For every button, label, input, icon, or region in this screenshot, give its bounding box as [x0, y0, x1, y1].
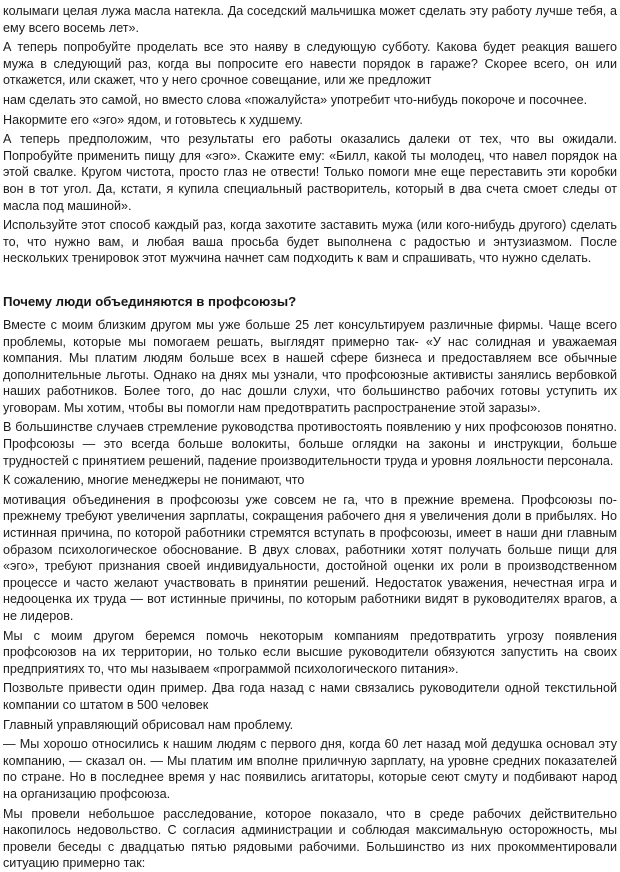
- paragraph: В большинстве случаев стремление руководства противостоять появлению у них профсоюзов понятно. Профсоюзы — это всегда больше волокиты, больше оглядки на законы и инструкции, больше трудностей с принятием решений, падение производительности труда и уровня лояльности персонала.: [3, 420, 617, 468]
- paragraph: Накормите его «эго» ядом, и готовьтесь к худшему.: [3, 112, 303, 127]
- section-heading: Почему люди объединяются в профсоюзы?: [3, 293, 297, 309]
- paragraph: А теперь попробуйте проделать все это наяву в следующую субботу. Какова будет реакция вашего мужа в следующий раз, когда вы попросите его навести порядок в гараже? Скорее всего, он или откажется, или скажет, что у него срочное совещание, или же предложит: [3, 40, 617, 88]
- paragraph: Позвольте привести один пример. Два года назад с нами связались руководители одной текстильной компании со штатом в 500 человек: [3, 681, 617, 712]
- paragraph: мотивация объединения в профсоюзы уже совсем не га, что в прежние времена. Профсоюзы по-прежнему требуют увеличения зарплаты, сокращения рабочего дня я увеличения доли в прибылях. Но истинная причина, по которой работники стремятся вступать в профсоюзы, имеет в наши дни главным образом психологическое обоснование. В двух словах, работники хотят получать больше пищи для «эго», требуют признания своей индивидуальности, достойной оценки их роли в производственном процессе и часто желают участвовать в принятии решений. Недостаток уважения, нечестная игра и недооценка их труда — вот истинные причины, по которым работники видят в руководителях врагов, а не лидеров.: [3, 492, 617, 623]
- paragraph: колымаги целая лужа масла натекла. Да соседский мальчишка может сделать эту работу лучше тебя, а ему всего восемь лет».: [3, 4, 617, 35]
- paragraph: А теперь предположим, что результаты его работы оказались далеки от тех, что вы ожидали. Попробуйте применить пищу для «эго». Скажите ему: «Билл, какой ты молодец, что навел порядок на этой свалке. Кругом чистота, просто глаз не отвести! Только помоги мне еще переставить эти коробки вон в тот угол. Да, кстати, я купила специальный растворитель, который в два счета смоет следы от масла под машиной».: [3, 132, 617, 213]
- paragraph: Мы с моим другом беремся помочь некоторым компаниям предотвратить угрозу появления профсоюзов на их территории, но только если высшие руководители обязуются запустить на своих предприятиях то, что мы называем «программой психологического питания».: [3, 628, 617, 676]
- paragraph: Главный управляющий обрисовал нам проблему.: [3, 717, 294, 732]
- paragraph: Используйте этот способ каждый раз, когда захотите заставить мужа (или кого-нибудь другого) сделать то, что нужно вам, и любая ваша просьба будет выполнена с радостью и энтузиазмом. После нескольких тренировок этот мужчина начнет сам подходить к вам и спрашивать, что нужно сделать.: [3, 218, 617, 266]
- paragraph: нам сделать это самой, но вместо слова «пожалуйста» употребит что-нибудь покороче и посочнее.: [3, 92, 588, 107]
- paragraph: К сожалению, многие менеджеры не понимают, что: [3, 473, 305, 488]
- paragraph: Мы провели небольшое расследование, которое показало, что в среде рабочих действительно накопилось недовольство. С согласия администрации и соблюдая максимальную осторожность, мы провели беседы с двадцатью пятью рядовыми рабочими. Большинство из них прокомментировали ситуацию примерно так:: [3, 806, 617, 871]
- paragraph: — Мы хорошо относились к нашим людям с первого дня, когда 60 лет назад мой дедушка основал эту компанию, — сказал он. — Мы платим им вполне приличную зарплату, на уровне средних показателей по стране. Но в последнее время у нас появились агитаторы, которые сеют смуту и подбивают народ на организацию профсоюза.: [3, 737, 617, 801]
- paragraph: Вместе с моим близким другом мы уже больше 25 лет консультируем различные фирмы. Чаще всего проблемы, которые мы помогаем решать, выглядят примерно так- «У нас солидная и уважаемая компания. Мы платим людям больше всех в нашей сфере бизнеса и предоставляем все обычные дополнительные льготы. Однако на днях мы узнали, что профсоюзные активисты занялись вербовкой наших работников. Более того, до нас дошли слухи, что большинство рабочих готовы уступить их уговорам. Мы хотим, чтобы вы помогли нам предотвратить распространение этой заразы».: [3, 317, 617, 415]
